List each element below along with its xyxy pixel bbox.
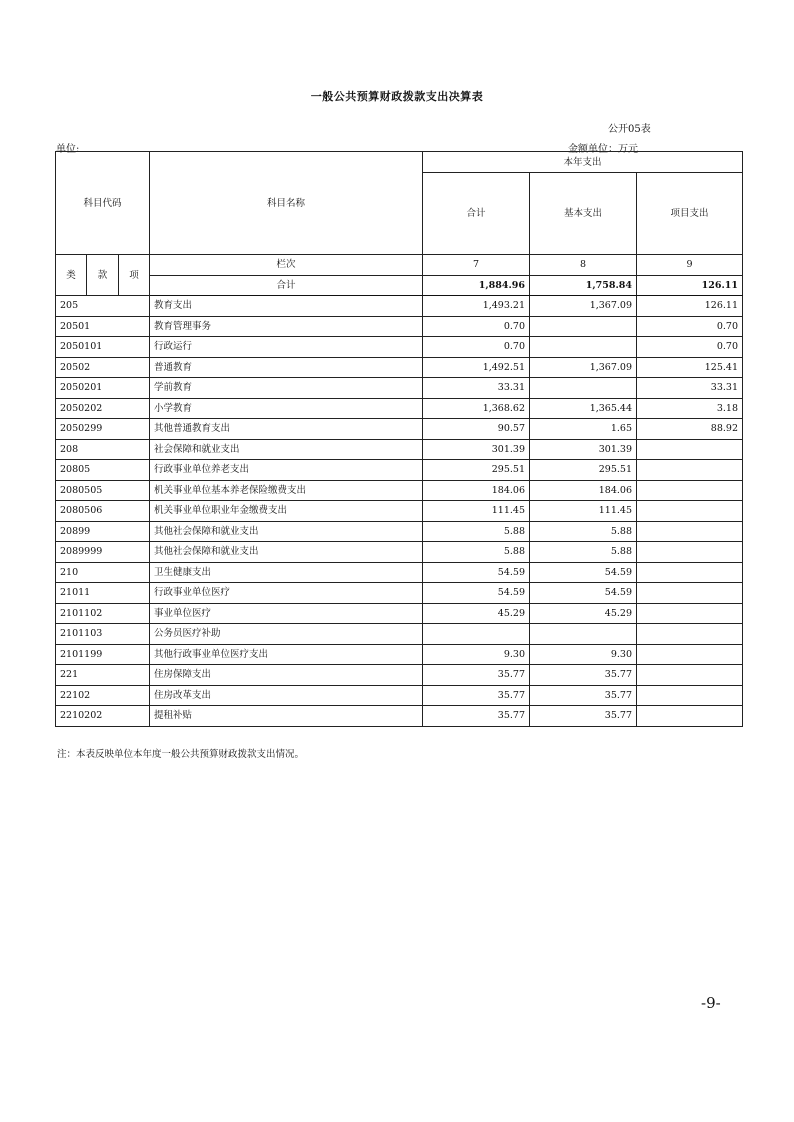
table-row [56, 460, 743, 481]
project-cell [637, 685, 743, 706]
subject-code-cell: 2050201 [56, 378, 150, 399]
subject-code-cell: 21011 [56, 583, 150, 604]
subject-name-cell: 小学教育 [150, 398, 423, 419]
table-row [56, 542, 743, 563]
total-cell: 35.77 [423, 706, 530, 727]
basic-cell: 45.29 [530, 603, 637, 624]
subject-name-cell: 公务员医疗补助 [150, 624, 423, 645]
project-cell: 125.41 [637, 357, 743, 378]
project-cell [637, 480, 743, 501]
basic-cell: 5.88 [530, 521, 637, 542]
total-cell: 111.45 [423, 501, 530, 522]
project-cell [637, 583, 743, 604]
subject-name-cell: 机关事业单位职业年金缴费支出 [150, 501, 423, 522]
total-cell: 54.59 [423, 562, 530, 583]
subject-code-cell: 2089999 [56, 542, 150, 563]
total-cell: 5.88 [423, 542, 530, 563]
xiang-header: 项 [119, 255, 150, 296]
total-cell: 184.06 [423, 480, 530, 501]
subject-code-cell: 221 [56, 665, 150, 686]
basic-cell: 54.59 [530, 583, 637, 604]
total-header: 合计 [423, 173, 530, 255]
basic-cell: 9.30 [530, 644, 637, 665]
table-row [56, 357, 743, 378]
col-8-header: 8 [530, 255, 637, 276]
table-row [56, 562, 743, 583]
table-row [56, 480, 743, 501]
project-cell [637, 562, 743, 583]
project-cell [637, 542, 743, 563]
subject-code-cell: 2050202 [56, 398, 150, 419]
total-cell: 1,368.62 [423, 398, 530, 419]
table-row [56, 337, 743, 358]
project-cell [637, 460, 743, 481]
table-row [56, 398, 743, 419]
project-cell: 88.92 [637, 419, 743, 440]
sum-row-label: 合计 [150, 275, 423, 296]
subject-code-cell: 20805 [56, 460, 150, 481]
table-row [56, 665, 743, 686]
total-cell: 1,492.51 [423, 357, 530, 378]
subject-code-cell: 20501 [56, 316, 150, 337]
project-cell: 0.70 [637, 337, 743, 358]
subject-code-cell: 2101199 [56, 644, 150, 665]
lei-header: 类 [56, 255, 87, 296]
table-row [56, 439, 743, 460]
subject-code-cell: 2101103 [56, 624, 150, 645]
table-row [56, 624, 743, 645]
basic-cell [530, 624, 637, 645]
project-cell: 3.18 [637, 398, 743, 419]
subject-name-cell: 教育支出 [150, 296, 423, 317]
basic-cell: 1,365.44 [530, 398, 637, 419]
project-cell [637, 501, 743, 522]
unit-label: 单位: [56, 144, 80, 155]
total-cell: 0.70 [423, 337, 530, 358]
basic-cell: 35.77 [530, 665, 637, 686]
subject-name-cell: 机关事业单位基本养老保险缴费支出 [150, 480, 423, 501]
project-cell: 0.70 [637, 316, 743, 337]
subject-code-cell: 205 [56, 296, 150, 317]
table-row [56, 706, 743, 727]
total-cell: 90.57 [423, 419, 530, 440]
table-row [56, 521, 743, 542]
table-code: 公开05表 [608, 124, 651, 135]
basic-cell [530, 316, 637, 337]
total-cell: 301.39 [423, 439, 530, 460]
page-number: -9- [701, 994, 721, 1012]
subject-code-cell: 22102 [56, 685, 150, 706]
table-row [56, 685, 743, 706]
total-cell: 35.77 [423, 665, 530, 686]
basic-cell: 1.65 [530, 419, 637, 440]
basic-cell: 301.39 [530, 439, 637, 460]
subject-code-cell: 2080506 [56, 501, 150, 522]
total-cell [423, 624, 530, 645]
project-header: 项目支出 [637, 173, 743, 255]
table-row [56, 644, 743, 665]
basic-cell: 1,367.09 [530, 357, 637, 378]
total-cell: 1,493.21 [423, 296, 530, 317]
subject-name-header: 科目名称 [150, 152, 423, 255]
total-cell: 5.88 [423, 521, 530, 542]
basic-cell: 35.77 [530, 685, 637, 706]
basic-header: 基本支出 [530, 173, 637, 255]
table-title: 一般公共预算财政拨款支出决算表 [310, 90, 484, 103]
total-cell: 45.29 [423, 603, 530, 624]
kuan-header: 款 [87, 255, 119, 296]
table-row [56, 296, 743, 317]
subject-name-cell: 行政事业单位医疗 [150, 583, 423, 604]
project-cell [637, 603, 743, 624]
table-row [56, 419, 743, 440]
sum-row-project: 126.11 [637, 275, 743, 296]
table-row [56, 583, 743, 604]
table-row [56, 378, 743, 399]
basic-cell: 111.45 [530, 501, 637, 522]
basic-cell [530, 378, 637, 399]
subject-name-cell: 住房保障支出 [150, 665, 423, 686]
subject-code-cell: 2210202 [56, 706, 150, 727]
sum-row-basic: 1,758.84 [530, 275, 637, 296]
total-cell: 33.31 [423, 378, 530, 399]
basic-cell: 35.77 [530, 706, 637, 727]
subject-code-cell: 208 [56, 439, 150, 460]
table-row [56, 603, 743, 624]
total-cell: 9.30 [423, 644, 530, 665]
table-note: 注：本表反映单位本年度一般公共预算财政拨款支出情况。 [57, 749, 305, 760]
money-unit: 金额单位：万元 [568, 144, 638, 155]
project-cell [637, 439, 743, 460]
subject-code-cell: 20899 [56, 521, 150, 542]
current-year-header: 本年支出 [423, 152, 743, 173]
subject-code-cell: 2080505 [56, 480, 150, 501]
project-cell [637, 644, 743, 665]
subject-code-cell: 210 [56, 562, 150, 583]
basic-cell [530, 337, 637, 358]
subject-name-cell: 社会保障和就业支出 [150, 439, 423, 460]
basic-cell: 1,367.09 [530, 296, 637, 317]
subject-name-cell: 其他社会保障和就业支出 [150, 542, 423, 563]
expenditure-table [55, 151, 743, 727]
table-row [56, 501, 743, 522]
col-9-header: 9 [637, 255, 743, 276]
subject-name-cell: 其他普通教育支出 [150, 419, 423, 440]
subject-name-cell: 住房改革支出 [150, 685, 423, 706]
subject-code-cell: 2050299 [56, 419, 150, 440]
project-cell: 33.31 [637, 378, 743, 399]
subject-name-cell: 学前教育 [150, 378, 423, 399]
subject-name-cell: 卫生健康支出 [150, 562, 423, 583]
basic-cell: 295.51 [530, 460, 637, 481]
basic-cell: 54.59 [530, 562, 637, 583]
col-7-header: 7 [423, 255, 530, 276]
subject-name-cell: 其他社会保障和就业支出 [150, 521, 423, 542]
basic-cell: 184.06 [530, 480, 637, 501]
subject-code-header: 科目代码 [56, 152, 150, 255]
subject-code-cell: 2101102 [56, 603, 150, 624]
project-cell [637, 624, 743, 645]
subject-code-cell: 20502 [56, 357, 150, 378]
subject-name-cell: 教育管理事务 [150, 316, 423, 337]
subject-name-cell: 提租补贴 [150, 706, 423, 727]
project-cell [637, 706, 743, 727]
project-cell [637, 521, 743, 542]
total-cell: 35.77 [423, 685, 530, 706]
total-cell: 295.51 [423, 460, 530, 481]
table-row [56, 316, 743, 337]
sum-row-total: 1,884.96 [423, 275, 530, 296]
subject-name-cell: 行政运行 [150, 337, 423, 358]
total-cell: 54.59 [423, 583, 530, 604]
project-cell [637, 665, 743, 686]
subject-name-cell: 行政事业单位养老支出 [150, 460, 423, 481]
subject-name-cell: 其他行政事业单位医疗支出 [150, 644, 423, 665]
project-cell: 126.11 [637, 296, 743, 317]
subject-code-cell: 2050101 [56, 337, 150, 358]
total-cell: 0.70 [423, 316, 530, 337]
subject-name-cell: 事业单位医疗 [150, 603, 423, 624]
subject-name-cell: 普通教育 [150, 357, 423, 378]
lanci-header: 栏次 [150, 255, 423, 276]
basic-cell: 5.88 [530, 542, 637, 563]
